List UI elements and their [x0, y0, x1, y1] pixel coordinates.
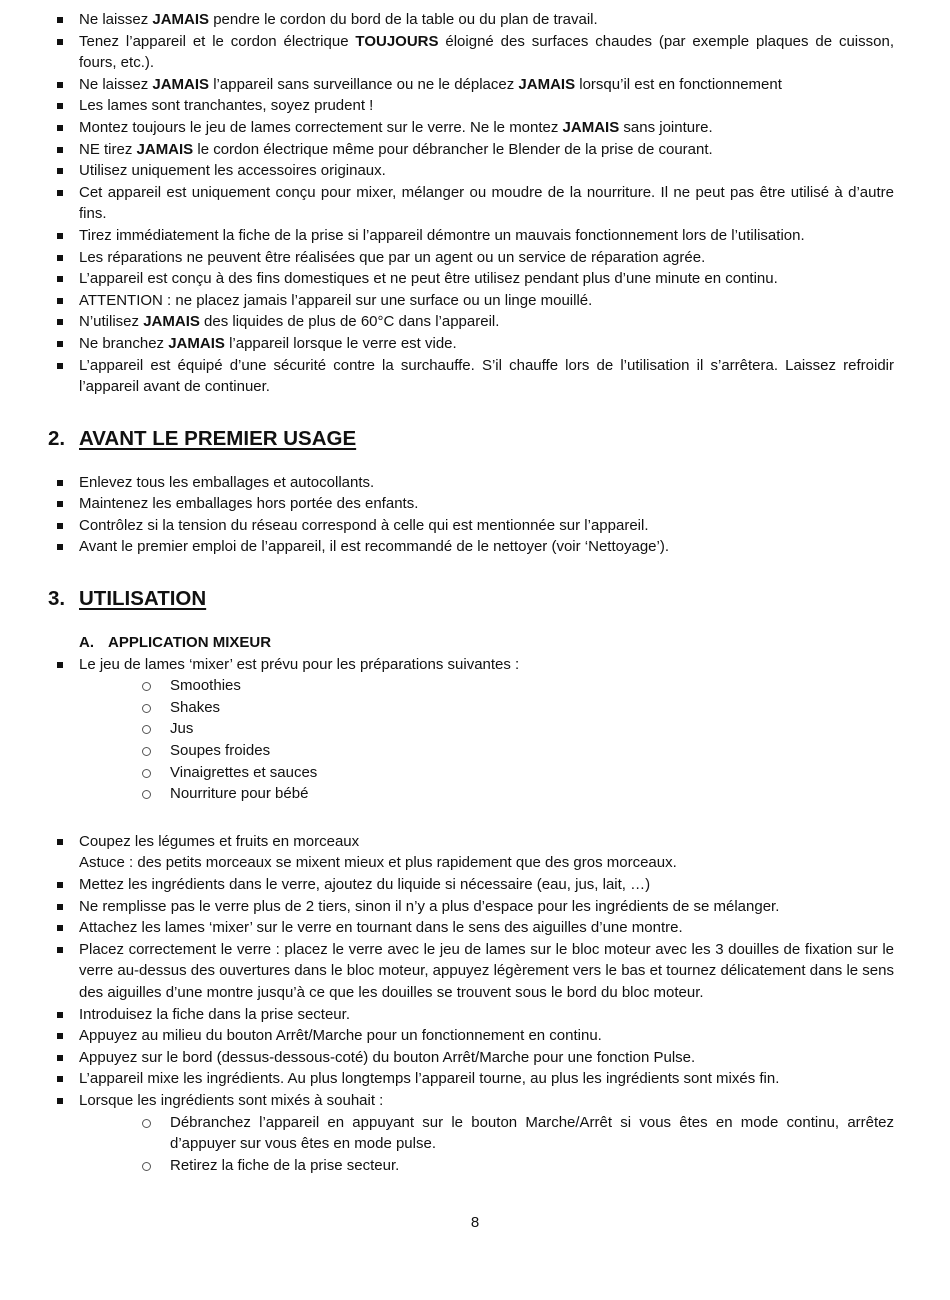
text-run: sans jointure. [619, 118, 713, 136]
final-substeps-list [0, 1112, 950, 1177]
list-item [0, 31, 950, 74]
list-item: Appuyez au milieu du bouton Arrêt/Marche pour un fonctionnement en continu. [0, 1025, 950, 1047]
list-item [0, 333, 950, 355]
subsection-title: APPLICATION MIXEUR [108, 634, 272, 652]
manual-page [0, 9, 950, 1176]
section-number: 3. [48, 587, 66, 611]
list-item: Ne remplisse pas le verre plus de 2 tiers, sinon il n’y a plus d’espace pour les ingrédients de se mélanger. [0, 896, 950, 918]
text-run: ATTENTION : ne placez jamais l’appareil sur une surface ou un linge mouillé. [79, 291, 593, 309]
list-item: Appuyez sur le bord (dessus-dessous-coté) du bouton Arrêt/Marche pour une fonction Pulse. [0, 1047, 950, 1069]
sub-list-item: Débranchez l’appareil en appuyant sur le bouton Marche/Arrêt si vous êtes en mode continu, arrêtez d’appuyer sur vous êtes en mode pulse. [0, 1112, 950, 1155]
text-run: Montez toujours le jeu de lames correctement sur le verre. Ne le montez [79, 118, 563, 136]
emphasis: JAMAIS [152, 11, 210, 28]
sub-list-item: Retirez la fiche de la prise secteur. [0, 1155, 950, 1177]
text-run: Ne laissez [79, 75, 153, 93]
text-run: Ne laissez [79, 11, 153, 28]
section-2-heading [0, 424, 950, 454]
section-title: UTILISATION [79, 587, 207, 611]
list-item [0, 247, 950, 269]
subsection-heading [0, 632, 950, 654]
list-item [0, 225, 950, 247]
emphasis: JAMAIS [562, 118, 620, 136]
sub-list-item: Vinaigrettes et sauces [0, 762, 950, 784]
text-run: Tirez immédiatement la fiche de la prise si l’appareil démontre un mauvais fonctionnement lors de l’utilisation. [79, 226, 805, 244]
list-item [0, 160, 950, 182]
safety-instructions-list [0, 9, 950, 398]
text-run: Les réparations ne peuvent être réalisées que par un agent ou un service de réparation agrée. [79, 248, 706, 266]
list-item: Attachez les lames ‘mixer’ sur le verre en tournant dans le sens des aiguilles d’une montre. [0, 917, 950, 939]
usage-steps-list [0, 831, 950, 1112]
emphasis: JAMAIS [143, 313, 200, 331]
text-run: pendre le cordon du bord de la table ou du plan de travail. [209, 11, 598, 28]
first-use-list [0, 472, 950, 558]
sub-list-item: Jus [0, 718, 950, 740]
sub-list-item: Nourriture pour bébé [0, 783, 950, 805]
list-item: Introduisez la fiche dans la prise secteur. [0, 1004, 950, 1026]
list-item [0, 182, 950, 225]
list-item [0, 117, 950, 139]
text-run: éloigné des surfaces chaudes (par exemple plaques de cuisson, fours, etc.). [79, 32, 894, 72]
list-item: Mettez les ingrédients dans le verre, ajoutez du liquide si nécessaire (eau, jus, lait, …) [0, 874, 950, 896]
text-run: l’appareil sans surveillance ou ne le déplacez [209, 75, 519, 93]
list-item: Le jeu de lames ‘mixer’ est prévu pour les préparations suivantes : [0, 654, 950, 676]
list-item: Placez correctement le verre : placez le verre avec le jeu de lames sur le bloc moteur avec les 3 douilles de fixation sur le verre au-dessus des ouvertures dans le bloc moteur, appuyez légèrement vers le bas et tournez délicatement dans le sens des aiguilles d’une montre jusqu’à ce que les douilles se trouvent sous le bord du bloc moteur. [0, 939, 950, 1004]
emphasis: JAMAIS [518, 75, 576, 93]
list-item: Coupez les légumes et fruits en morceaux Astuce : des petits morceaux se mixent mieux et plus rapidement que des gros morceaux. [0, 831, 950, 874]
list-item: Contrôlez si la tension du réseau correspond à celle qui est mentionnée sur l’appareil. [0, 515, 950, 537]
list-item [0, 355, 950, 398]
section-number: 2. [48, 426, 66, 450]
list-item [0, 290, 950, 312]
list-item: Lorsque les ingrédients sont mixés à souhait : [0, 1090, 950, 1112]
text-run: Utilisez uniquement les accessoires originaux. [79, 162, 386, 180]
sub-list-item: Soupes froides [0, 740, 950, 762]
list-item: Enlevez tous les emballages et autocollants. [0, 472, 950, 494]
text-run: l’appareil lorsque le verre est vide. [224, 334, 457, 352]
list-item [0, 74, 950, 96]
emphasis: TOUJOURS [355, 32, 439, 50]
section-title: AVANT LE PREMIER USAGE [79, 426, 357, 450]
text-run: lorsqu’il est en fonctionnement [575, 75, 782, 93]
emphasis: JAMAIS [152, 75, 210, 93]
text-run: le cordon électrique même pour débrancher le Blender de la prise de courant. [193, 140, 713, 158]
list-item: L’appareil mixe les ingrédients. Au plus longtemps l’appareil tourne, au plus les ingrédients sont mixés fin. [0, 1068, 950, 1090]
list-item [0, 9, 950, 31]
text-run: des liquides de plus de 60°C dans l’appareil. [199, 313, 500, 331]
text-run: Cet appareil est uniquement conçu pour mixer, mélanger ou moudre de la nourriture. Il ne peut pas être utilisé à d’autre fins. [79, 183, 894, 223]
text-run: L’appareil est équipé d’une sécurité contre la surchauffe. S’il chauffe lors de l’utilisation il s’arrêtera. Laissez refroidir l’appareil avant de continuer. [79, 356, 894, 396]
emphasis: JAMAIS [168, 334, 225, 352]
subsection-letter: A. [79, 634, 94, 652]
list-item: Avant le premier emploi de l’appareil, il est recommandé de le nettoyer (voir ‘Nettoyage’). [0, 536, 950, 558]
text-run: NE tirez [79, 140, 137, 158]
text-run: Tenez l’appareil et le cordon électrique [79, 32, 356, 50]
sub-list-item: Shakes [0, 697, 950, 719]
sub-list-item: Smoothies [0, 675, 950, 697]
list-item [0, 95, 950, 117]
list-item [0, 139, 950, 161]
list-item [0, 268, 950, 290]
list-item: Maintenez les emballages hors portée des enfants. [0, 493, 950, 515]
usage-intro-list [0, 654, 950, 676]
section-3-heading [0, 584, 950, 614]
page-number: 8 [470, 1214, 480, 1231]
text-run: Les lames sont tranchantes, soyez prudent ! [79, 97, 374, 115]
text-run: Ne branchez [79, 334, 169, 352]
emphasis: JAMAIS [136, 140, 194, 158]
list-item [0, 311, 950, 333]
text-run: L’appareil est conçu à des fins domestiques et ne peut être utilisez pendant plus d’une minute en continu. [79, 270, 778, 288]
preparations-list [0, 675, 950, 805]
text-run: N’utilisez [79, 313, 144, 331]
